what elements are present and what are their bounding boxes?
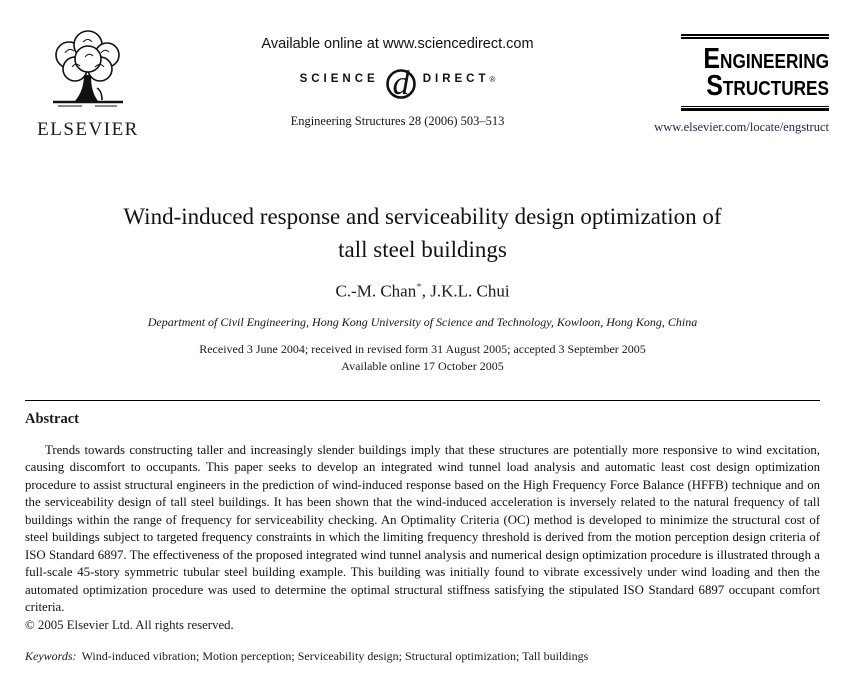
elsevier-tree-icon — [45, 28, 131, 110]
elsevier-logo — [28, 28, 148, 141]
available-online-text: Available online at www.sciencedirect.com — [261, 36, 534, 52]
keywords-line — [25, 649, 820, 664]
article-title: Wind-induced response and serviceability design optimization of tall steel buildings — [123, 204, 722, 262]
journal-url-link[interactable]: www.elsevier.com/locate/engstruct — [654, 120, 829, 135]
masthead-bottom-rule — [681, 106, 829, 111]
sciencedirect-d-icon — [383, 58, 419, 100]
sciencedirect-logo — [300, 58, 496, 100]
authors-line — [25, 281, 820, 302]
abstract-top-divider — [25, 400, 820, 401]
available-online-date-line: Available online 17 October 2005 — [341, 358, 504, 373]
masthead-box — [681, 34, 829, 111]
keywords-label: Keywords: — [25, 649, 77, 664]
header-center — [148, 28, 647, 129]
masthead-top-rule — [681, 34, 829, 39]
corresponding-author-asterisk: * — [416, 281, 422, 293]
abstract-heading: Abstract — [25, 410, 79, 427]
sciencedirect-d-glyph: d — [392, 65, 410, 100]
registered-mark: ® — [489, 74, 496, 84]
author-name: C.-M. Chan — [335, 281, 417, 301]
journal-masthead — [647, 28, 829, 135]
received-dates-line: Received 3 June 2004; received in revised form 31 August 2005; accepted 3 September 2005 — [199, 341, 646, 356]
journal-citation: Engineering Structures 28 (2006) 503–513 — [290, 114, 505, 128]
author-name: , J.K.L. Chui — [421, 281, 510, 301]
sciencedirect-science-label: SCIENCE — [299, 73, 379, 85]
masthead-line-structures: STRUCTURES — [706, 69, 829, 102]
copyright-line: © 2005 Elsevier Ltd. All rights reserved. — [25, 617, 234, 632]
article-front-matter — [0, 200, 845, 673]
sciencedirect-direct-label: DIRECT — [422, 73, 490, 85]
elsevier-wordmark: ELSEVIER — [37, 119, 139, 140]
page-header — [0, 0, 845, 162]
masthead-line-engineering: ENGINEERING — [703, 43, 829, 75]
keywords-text: Wind-induced vibration; Motion perception; Serviceability design; Structural optimization; Tall buildings — [81, 649, 589, 664]
abstract-text: Trends towards constructing taller and increasingly slender buildings imply that these structures are potentially more responsive to wind excitation, causing discomfort to occupants. This paper seeks to develop an integrated wind tunnel load analysis and automatic least cost design optimization procedure to assist structural engineers in the prediction of wind-induced response based on the High Frequency Force Balance (HFFB) technique and on the serviceability design of tall steel buildings. It has been shown that the wind-induced acceleration is inversely related to the natural frequency of tall buildings within the range of frequency for serviceability checking. An Optimality Criteria (OC) method is developed to minimize the structural cost of steel buildings subject to targeted frequency constraints in which the limiting frequency threshold is derived from the motion perception design criteria of ISO Standard 6897. The effectiveness of the proposed integrated wind tunnel analysis and numerical design optimization procedure is illustrated through a full-scale 45-story symmetric tubular steel building example. This building was initially found to vibrate excessively under wind loading and then the automated optimization procedure was used to determine the optimal structural stiffness satisfying the stipulated ISO Standard 6897 occupant comfort criteria. — [25, 442, 820, 615]
affiliation-line: Department of Civil Engineering, Hong Kong University of Science and Technology, Kowloon, Hong Kong, China — [147, 314, 698, 329]
